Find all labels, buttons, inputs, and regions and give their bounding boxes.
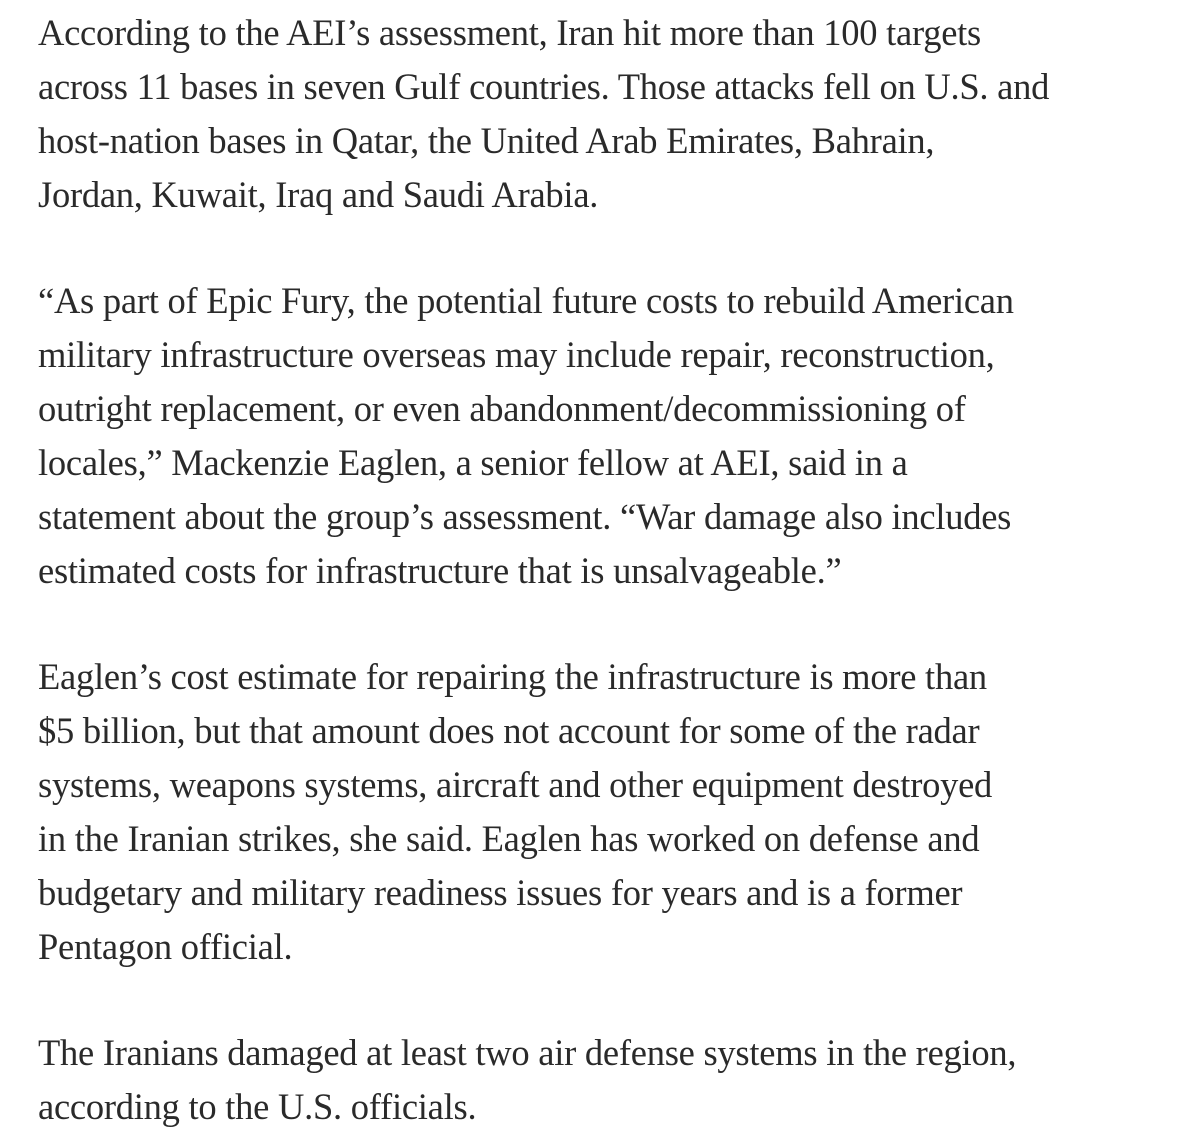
text-line: outright replacement, or even abandonment/decommissioning of — [38, 388, 966, 429]
text-line: $5 billion, but that amount does not account for some of the radar — [38, 710, 980, 751]
text-line: “As part of Epic Fury, the potential future costs to rebuild American — [38, 280, 1014, 321]
text-line: statement about the group’s assessment. “War damage also includes — [38, 496, 1012, 537]
text-line: estimated costs for infrastructure that is unsalvageable.” — [38, 550, 842, 591]
article-body — [38, 6, 1178, 1134]
text-line: military infrastructure overseas may include repair, reconstruction, — [38, 334, 995, 375]
text-line: locales,” Mackenzie Eaglen, a senior fellow at AEI, said in a — [38, 442, 908, 483]
text-line: budgetary and military readiness issues for years and is a former — [38, 872, 963, 913]
text-line: systems, weapons systems, aircraft and other equipment destroyed — [38, 764, 993, 805]
text-line: According to the AEI’s assessment, Iran hit more than 100 targets — [38, 12, 982, 53]
text-line: in the Iranian strikes, she said. Eaglen has worked on defense and — [38, 818, 980, 859]
text-line: host-nation bases in Qatar, the United Arab Emirates, Bahrain, — [38, 120, 935, 161]
paragraph-1 — [38, 6, 1178, 222]
paragraph-2 — [38, 274, 1178, 598]
paragraph-4 — [38, 1026, 1178, 1134]
text-line: Jordan, Kuwait, Iraq and Saudi Arabia. — [38, 174, 599, 215]
text-line: across 11 bases in seven Gulf countries. Those attacks fell on U.S. and — [38, 66, 1050, 107]
text-line: Eaglen’s cost estimate for repairing the infrastructure is more than — [38, 656, 987, 697]
paragraph-3 — [38, 650, 1178, 974]
text-line: Pentagon official. — [38, 926, 293, 967]
text-line: The Iranians damaged at least two air defense systems in the region, — [38, 1032, 1017, 1073]
text-line: according to the U.S. officials. — [38, 1086, 477, 1127]
